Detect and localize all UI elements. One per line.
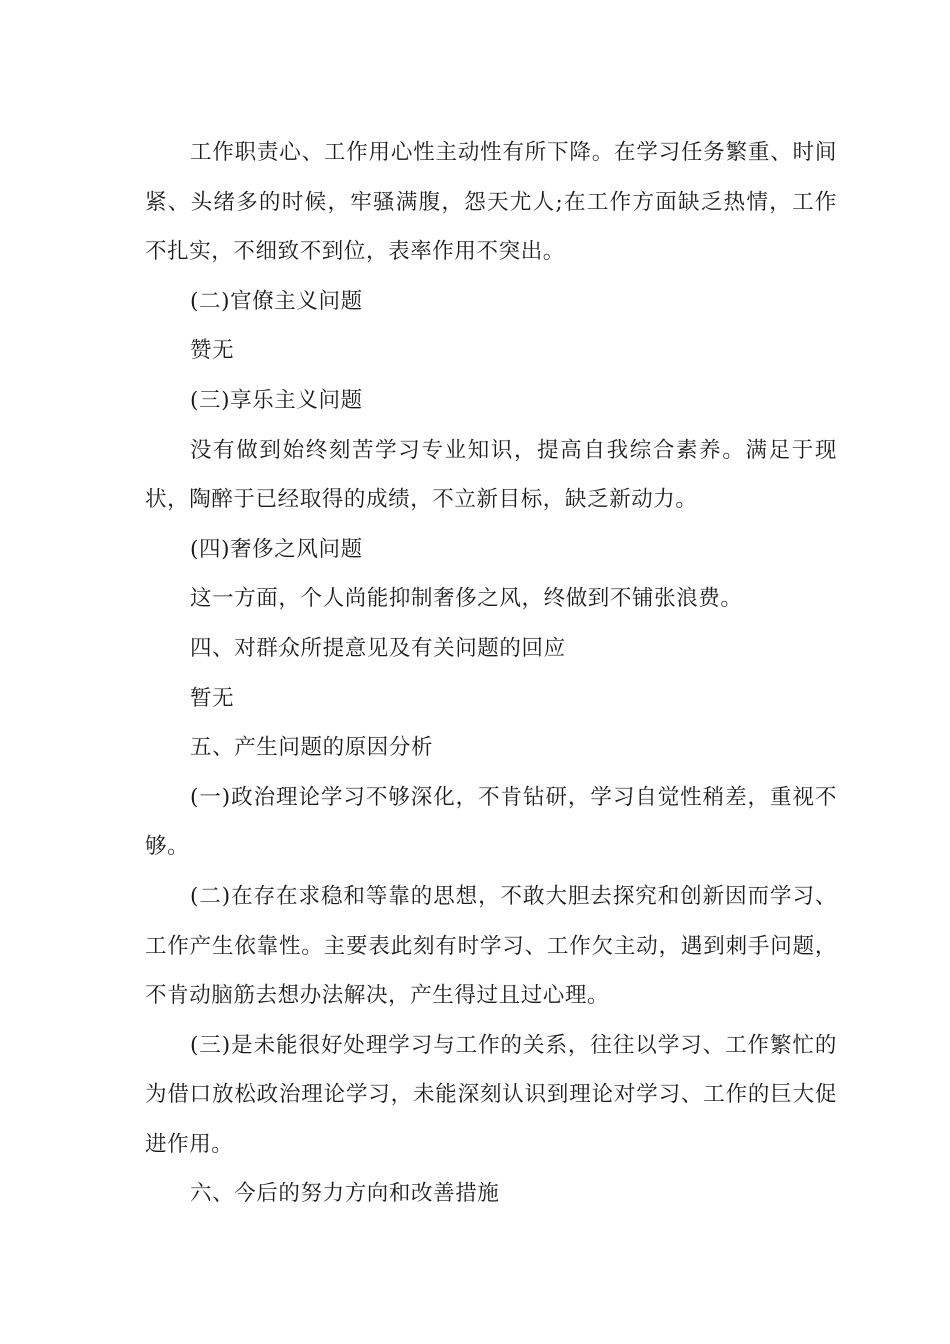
heading-extravagance: (四)奢侈之风问题 [190, 536, 363, 562]
document-body [145, 128, 837, 1219]
heading-section-six: 六、今后的努力方向和改善措施 [190, 1181, 500, 1207]
paragraph-section-four: 暂无 [190, 685, 235, 711]
paragraph-cause-two: (二)在存在求稳和等靠的思想，不敢大胆去探究和创新因而学习、工作产生依靠性。主要表此刻有时学习、工作欠主动，遇到刺手问题，不肯动脑筋去想办法解决，产生得过且过心理。 [145, 883, 837, 1009]
heading-hedonism: (三)享乐主义问题 [190, 387, 363, 413]
paragraph-hedonism: 没有做到始终刻苦学习专业知识，提高自我综合素养。满足于现状，陶醉于已经取得的成绩，不立新目标，缺乏新动力。 [145, 437, 837, 513]
paragraph-bureaucracy: 赞无 [190, 338, 235, 364]
heading-section-five: 五、产生问题的原因分析 [190, 735, 434, 761]
heading-bureaucracy: (二)官僚主义问题 [190, 288, 363, 314]
paragraph-cause-one: (一)政治理论学习不够深化，不肯钻研，学习自觉性稍差，重视不够。 [145, 784, 837, 860]
paragraph-cause-three: (三)是未能很好处理学习与工作的关系，往往以学习、工作繁忙的为借口放松政治理论学习，未能深刻认识到理论对学习、工作的巨大促进作用。 [145, 1032, 837, 1157]
paragraph-work-attitude: 工作职责心、工作用心性主动性有所下降。在学习任务繁重、时间紧、头绪多的时候，牢骚满腹，怨天尤人;在工作方面缺乏热情，工作不扎实，不细致不到位，表率作用不突出。 [145, 140, 837, 265]
heading-section-four: 四、对群众所提意见及有关问题的回应 [190, 635, 566, 661]
paragraph-extravagance: 这一方面，个人尚能抑制奢侈之风，终做到不铺张浪费。 [190, 586, 743, 612]
